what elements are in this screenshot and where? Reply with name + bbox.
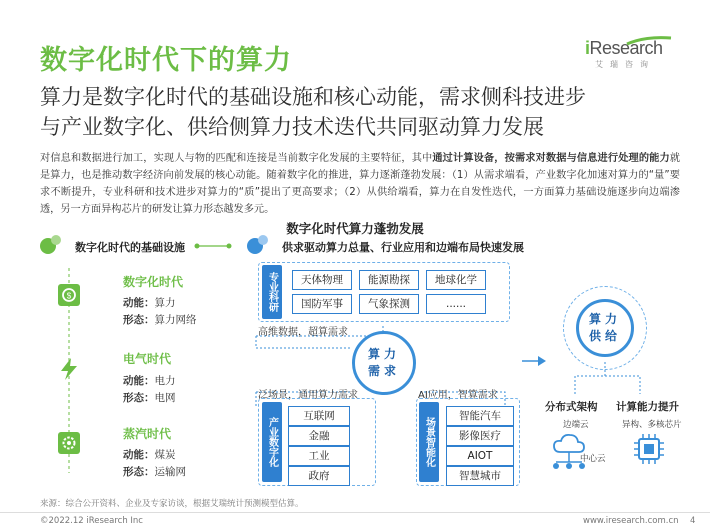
- era-steam-energy: [123, 447, 176, 464]
- footer-copyright: ©2022.12 iResearch Inc: [40, 516, 143, 526]
- era-electric-name: 电气时代: [123, 352, 172, 366]
- research-item: 地球化学: [426, 270, 486, 290]
- intro-text-1: 对信息和数据进行加工，实现人与物的匹配和连接是当前数字化发展的主要特征，其中: [40, 153, 433, 164]
- intro-text-2: 就是算力，也是推动数字经济向前发展的核心动能。随着数字化的推进，算力逐渐蓬勃发展：（1）从需求端看，产业数字化加速对算力的“量”要求不断提升，专业科研和技术进步对算力的“质”提出了更高要求；（2）从供给端看，算力在自发性迭代，一方面算力基础设施逐步向边端渗透，另一方面异构芯片的研发让算力形态越发多元。: [40, 153, 680, 215]
- lightning-icon: [58, 357, 80, 381]
- era-electric-energy: [123, 373, 176, 390]
- era-steam-form-key: 形态：: [123, 466, 155, 478]
- era-digital-energy: [123, 295, 176, 312]
- era-electric-energy-key: 动能：: [123, 375, 155, 387]
- supply-distributed-title: 分布式架构: [545, 401, 598, 413]
- research-item: 天体物理: [292, 270, 352, 290]
- subtitle-line1: 算力是数字化时代的基础设施和核心动能，需求侧科技进步: [40, 85, 586, 109]
- era-steam-name: 蒸汽时代: [123, 427, 172, 441]
- era-digital-energy-value: 算力: [154, 297, 176, 309]
- svg-text:$: $: [66, 291, 72, 301]
- era-steam-form-value: 运输网: [154, 466, 186, 478]
- left-header-arrow-icon: [193, 240, 233, 252]
- logo-subtext: 艾瑞咨询: [595, 60, 655, 69]
- chip-label: 异构、多核芯片: [622, 420, 682, 430]
- demand-circle-label: 算力需求: [368, 347, 401, 378]
- right-section-header: 供求驱动算力总量、行业应用和边端布局快速发展: [282, 241, 524, 254]
- research-item: ......: [426, 294, 486, 314]
- source-note: 来源：综合公开资料、企业及专家访谈，根据艾瑞统计预测模型估算。: [40, 499, 304, 509]
- scene-item: AIOT: [446, 446, 514, 466]
- industry-item: 政府: [288, 466, 350, 486]
- era-electric-form: [123, 390, 176, 407]
- iresearch-logo: [585, 38, 675, 70]
- steam-gear-icon: [56, 430, 82, 456]
- industry-item: 互联网: [288, 406, 350, 426]
- supply-compute-title: 计算能力提升: [616, 401, 679, 413]
- era-steam-energy-key: 动能：: [123, 449, 155, 461]
- supply-connectors: [560, 362, 660, 398]
- industry-label: 产业数字化: [262, 402, 282, 482]
- supply-arrow-icon: [520, 354, 550, 368]
- left-section-header: 数字化时代的基础设施: [75, 241, 185, 254]
- left-section-dot-accent-icon: [51, 235, 61, 245]
- page-number: 4: [690, 516, 696, 526]
- supply-circle: [576, 299, 634, 357]
- research-label: 专业科研: [262, 265, 282, 319]
- research-item: 国防军事: [292, 294, 352, 314]
- research-item: 能源勘探: [359, 270, 419, 290]
- era-digital-form-key: 形态：: [123, 314, 155, 326]
- center-cloud-label: 中心云: [580, 454, 606, 464]
- industry-item: 金融: [288, 426, 350, 446]
- demand-label-hpc: 高维数据，超算需求: [258, 327, 348, 338]
- research-item: 气象探测: [359, 294, 419, 314]
- era-digital-name: 数字化时代: [123, 275, 184, 289]
- page-title: 数字化时代下的算力: [40, 45, 292, 76]
- demand-label-ai: AI应用，智算需求: [418, 390, 498, 401]
- cloud-network-icon: [546, 428, 596, 472]
- chip-icon: [632, 432, 666, 466]
- digital-era-icon: [56, 282, 82, 308]
- right-section-dot-accent-icon: [258, 235, 268, 245]
- demand-label-general: 泛场景，通用算力需求: [258, 390, 358, 401]
- industry-item: 工业: [288, 446, 350, 466]
- chart-title: 数字化时代算力蓬勃发展: [286, 221, 424, 236]
- demand-circle: [352, 331, 416, 395]
- era-steam-form: [123, 464, 186, 481]
- era-electric-form-key: 形态：: [123, 392, 155, 404]
- era-steam-energy-value: 煤炭: [154, 449, 176, 461]
- scene-item: 影像医疗: [446, 426, 514, 446]
- scene-label: 场景智能化: [419, 402, 439, 482]
- subtitle: [40, 82, 680, 142]
- era-digital-form: [123, 312, 197, 329]
- edge-cloud-label: 边端云: [563, 420, 589, 430]
- intro-paragraph: [40, 150, 680, 218]
- era-digital-form-value: 算力网络: [154, 314, 197, 326]
- logo-i: i: [585, 38, 590, 58]
- logo-swoosh-icon: [625, 36, 673, 46]
- subtitle-line2: 与产业数字化、供给侧算力技术迭代共同驱动算力发展: [40, 115, 544, 139]
- footer-divider: [0, 512, 710, 513]
- scene-item: 智能汽车: [446, 406, 514, 426]
- era-electric-energy-value: 电力: [154, 375, 176, 387]
- intro-bold: 通过计算设备，按需求对数据与信息进行处理的能力: [432, 153, 670, 164]
- logo-text: Research: [589, 38, 663, 58]
- era-digital-energy-key: 动能：: [123, 297, 155, 309]
- scene-item: 智慧城市: [446, 466, 514, 486]
- footer-url[interactable]: www.iresearch.com.cn: [583, 516, 679, 526]
- era-electric-form-value: 电网: [154, 392, 176, 404]
- supply-circle-label: 算力供给: [589, 312, 622, 343]
